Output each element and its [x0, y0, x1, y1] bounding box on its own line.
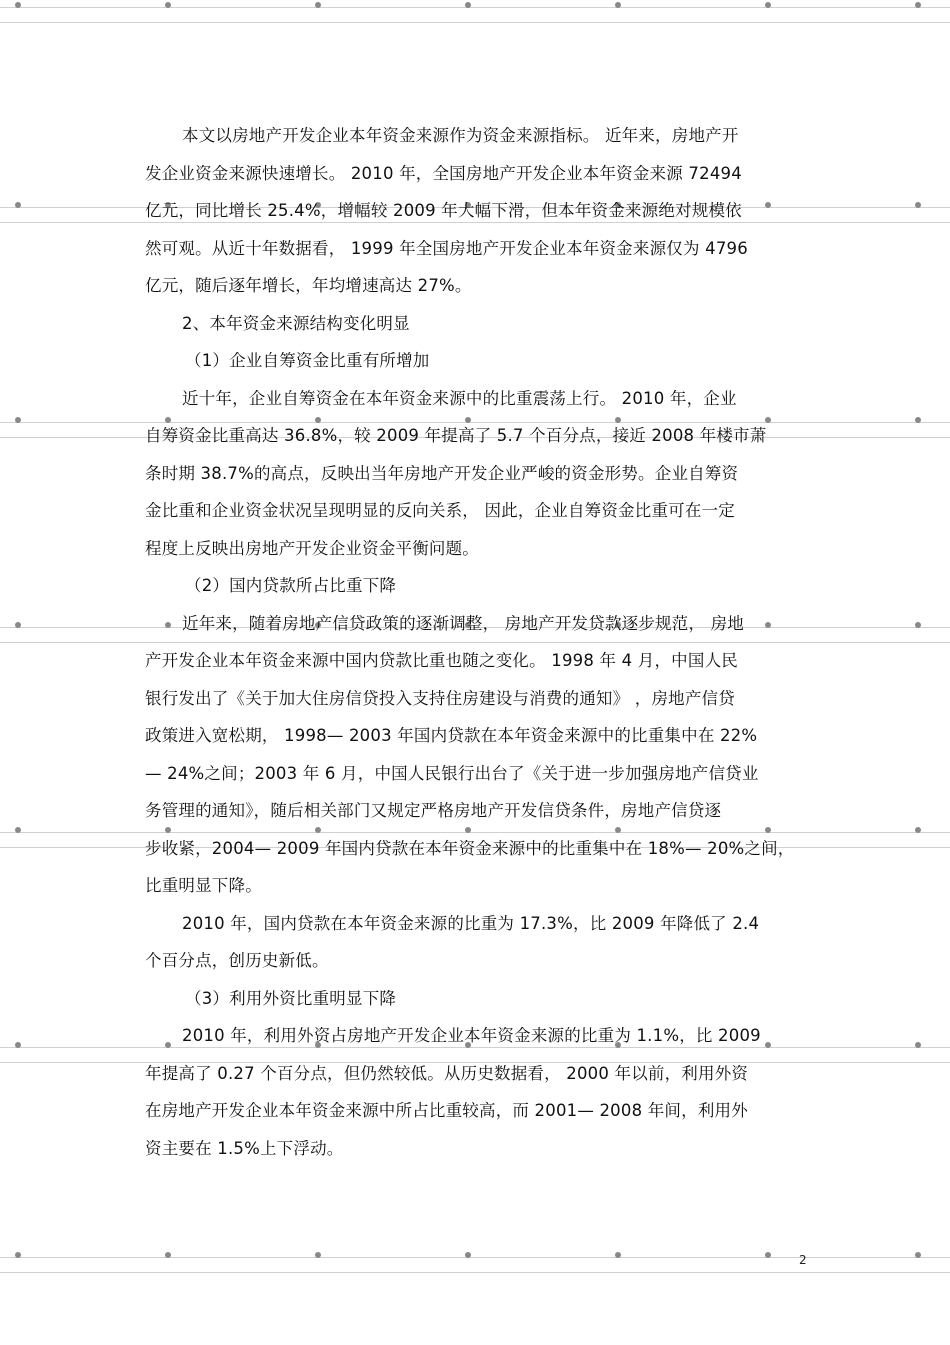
watermark-logo-icon — [915, 417, 923, 424]
watermark-logo-icon — [915, 1252, 923, 1259]
text-line: 产开发企业本年资金来源中国内贷款比重也随之变化。 1998 年 4 月，中国人民 — [145, 651, 738, 670]
text-line: 银行发出了《关于加大住房信贷投入支持住房建设与消费的通知》 ，房地产信贷 — [145, 688, 735, 708]
text-line: 近十年，企业自筹资金在本年资金来源中的比重震荡上行。 2010 年，企业 — [182, 388, 737, 408]
text-line: 步收紧，2004— 2009 年国内贷款在本年资金来源中的比重集中在 18%— 20%之间， — [145, 838, 795, 858]
text-line: 资主要在 1.5%上下浮动。 — [145, 1138, 344, 1158]
page-number: 2 — [799, 1253, 807, 1267]
watermark-strip — [0, 0, 950, 26]
watermark-logo-icon — [765, 2, 773, 9]
text-line: 发企业资金来源快速增长。 2010 年，全国房地产开发企业本年资金来源 72494 — [145, 163, 742, 183]
text-line: 然可观。从近十年数据看， 1999 年全国房地产开发企业本年资金来源仅为 4796 — [145, 238, 748, 258]
text-line: 2010 年，利用外资占房地产开发企业本年资金来源的比重为 1.1%，比 2009 — [182, 1026, 761, 1045]
text-line: （3）利用外资比重明显下降 — [185, 988, 397, 1008]
text-line: 年提高了 0.27 个百分点，但仍然较低。从历史数据看， 2000 年以前，利用外资 — [145, 1063, 749, 1083]
watermark-logo-icon — [15, 417, 23, 424]
text-line: 务管理的通知》，随后相关部门又规定严格房地产开发信贷条件，房地产信贷逐 — [145, 801, 722, 820]
text-line: 2、本年资金来源结构变化明显 — [182, 313, 410, 333]
watermark-logo-icon — [165, 1252, 173, 1259]
watermark-logo-icon — [165, 2, 173, 9]
watermark-logo-icon — [465, 1252, 473, 1259]
text-line: 亿元，随后逐年增长，年均增速高达 27%。 — [145, 276, 472, 295]
text-line: （2）国内贷款所占比重下降 — [185, 576, 397, 595]
watermark-logo-icon — [315, 1252, 323, 1259]
text-line: 个百分点，创历史新低。 — [145, 951, 329, 970]
watermark-logo-icon — [915, 827, 923, 834]
watermark-logo-icon — [915, 202, 923, 209]
text-line: 比重明显下降。 — [145, 876, 262, 895]
text-line: 条时期 38.7%的高点，反映出当年房地产开发企业严峻的资金形势。企业自筹资 — [145, 463, 739, 483]
watermark-logo-icon — [615, 2, 623, 9]
watermark-logo-icon — [15, 2, 23, 9]
text-line: 程度上反映出房地产开发企业资金平衡问题。 — [145, 538, 479, 558]
text-line: 亿元，同比增长 25.4%，增幅较 2009 年大幅下滑，但本年资金来源绝对规模依 — [145, 201, 742, 220]
watermark-strip — [0, 1250, 950, 1276]
text-line: 本文以房地产开发企业本年资金来源作为资金来源指标。 近年来，房地产开 — [182, 126, 739, 145]
text-line: 2010 年，国内贷款在本年资金来源的比重为 17.3%，比 2009 年降低了 2.4 — [182, 913, 760, 933]
document-body — [145, 117, 815, 1167]
watermark-logo-icon — [15, 1252, 23, 1259]
watermark-logo-icon — [315, 2, 323, 9]
watermark-logo-icon — [915, 622, 923, 629]
text-line: 政策进入宽松期， 1998— 2003 年国内贷款在本年资金来源中的比重集中在 22% — [145, 726, 758, 745]
watermark-logo-icon — [915, 1042, 923, 1049]
text-line: 在房地产开发企业本年资金来源中所占比重较高，而 2001— 2008 年间，利用外 — [145, 1101, 748, 1120]
watermark-logo-icon — [465, 2, 473, 9]
watermark-logo-icon — [15, 202, 23, 209]
watermark-logo-icon — [15, 1042, 23, 1049]
watermark-logo-icon — [15, 622, 23, 629]
text-line: 近年来，随着房地产信贷政策的逐渐调整， 房地产开发贷款逐步规范， 房地 — [182, 613, 744, 633]
watermark-logo-icon — [915, 2, 923, 9]
text-line: 金比重和企业资金状况呈现明显的反向关系， 因此，企业自筹资金比重可在一定 — [145, 501, 735, 520]
watermark-logo-icon — [15, 827, 23, 834]
watermark-logo-icon — [615, 1252, 623, 1259]
text-line: — 24%之间；2003 年 6 月，中国人民银行出台了《关于进一步加强房地产信贷业 — [145, 763, 759, 783]
watermark-logo-icon — [765, 1252, 773, 1259]
text-line: 自筹资金比重高达 36.8%，较 2009 年提高了 5.7 个百分点，接近 2008 年楼市萧 — [145, 426, 767, 445]
text-line: （1）企业自筹资金比重有所增加 — [185, 351, 430, 370]
